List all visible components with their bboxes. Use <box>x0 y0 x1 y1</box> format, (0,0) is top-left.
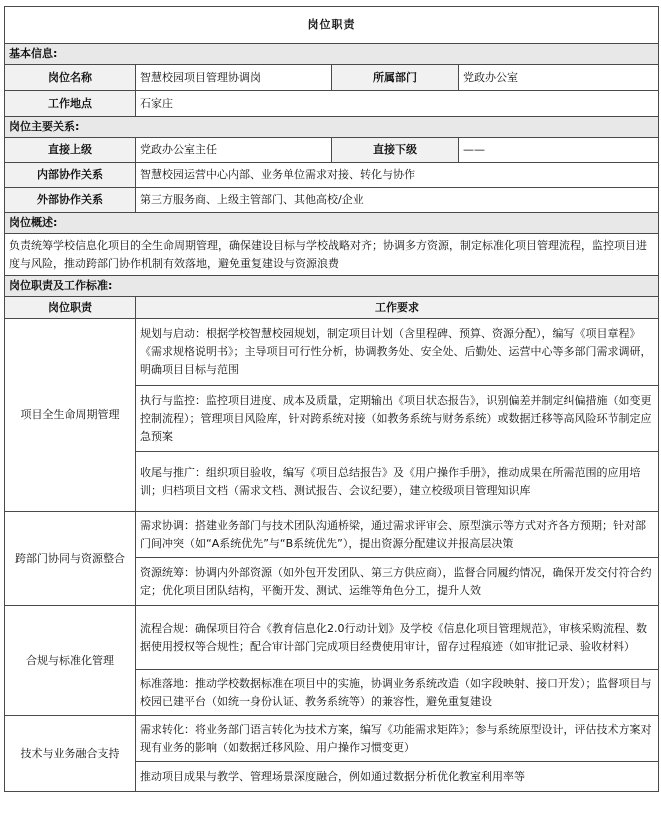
internal-collab-value: 智慧校园运营中心内部、业务单位需求对接、转化与协作 <box>136 163 659 188</box>
duties-col-header-resp: 岗位职责 <box>5 297 136 319</box>
duty-requirement: 收尾与推广：组织项目验收，编写《项目总结报告》及《用户操作手册》，推动成果在所需范围的应用培训；归档项目文档（需求文档、测试报告、会议纪要），建立校级项目管理知识库 <box>136 452 659 512</box>
duty-requirement: 资源统筹：协调内外部资源（如外包开发团队、第三方供应商），监督合同履约情况，确保开发交付符合约定；优化项目团队结构，平衡开发、测试、运维等角色分工，提升人效 <box>136 558 659 606</box>
superior-value: 党政办公室主任 <box>136 138 332 163</box>
external-collab-value: 第三方服务商、上级主管部门、其他高校/企业 <box>136 188 659 213</box>
overview-text: 负责统筹学校信息化项目的全生命周期管理，确保建设目标与学校战略对齐；协调多方资源，制定标准化项目管理流程，监控项目进度与风险，推动跨部门协作机制有效落地，避免重复建设与资源浪费 <box>5 234 659 276</box>
duty-requirement: 需求转化：将业务部门语言转化为技术方案，编写《功能需求矩阵》；参与系统原型设计，评估技术方案对现有业务的影响（如数据迁移风险、用户操作习惯变更） <box>136 716 659 762</box>
subordinate-value: —— <box>459 138 659 163</box>
duty-requirement: 流程合规：确保项目符合《教育信息化2.0行动计划》及学校《信息化项目管理规范》，审核采购流程、数据使用授权等合规性；配合审计部门完成项目经费使用审计，留存过程痕迹（如审批记录、验收材料） <box>136 606 659 670</box>
section-duties: 岗位职责及工作标准: <box>5 276 659 297</box>
duty-requirement: 标准落地：推动学校数据标准在项目中的实施，协调业务系统改造（如字段映射、接口开发）；监督项目与校园已建平台（如统一身份认证、教务系统等）的兼容性，避免重复建设 <box>136 670 659 716</box>
section-relations: 岗位主要关系: <box>5 117 659 138</box>
duty-group-name: 项目全生命周期管理 <box>5 319 136 512</box>
location-label: 工作地点 <box>5 91 136 117</box>
duty-requirement: 需求协调：搭建业务部门与技术团队沟通桥梁，通过需求评审会、原型演示等方式对齐各方预期；针对部门间冲突（如“A系统优先”与“B系统优先”），提出资源分配建议并报高层决策 <box>136 512 659 558</box>
duty-requirement: 规划与启动：根据学校智慧校园规划，制定项目计划（含里程碑、预算、资源分配），编写《项目章程》《需求规格说明书》；主导项目可行性分析，协调教务处、安全处、后勤处、运营中心等多部门需求调研，明确项目目标与范围 <box>136 319 659 386</box>
position-name-label: 岗位名称 <box>5 65 136 91</box>
job-description-table <box>4 6 659 792</box>
department-label: 所属部门 <box>332 65 459 91</box>
subordinate-label: 直接下级 <box>332 138 459 163</box>
section-overview: 岗位概述: <box>5 213 659 234</box>
section-basic-info: 基本信息: <box>5 44 659 65</box>
page-title: 岗位职责 <box>5 7 659 44</box>
duties-col-header-req: 工作要求 <box>136 297 659 319</box>
position-name-value: 智慧校园项目管理协调岗 <box>136 65 332 91</box>
location-value: 石家庄 <box>136 91 659 117</box>
internal-collab-label: 内部协作关系 <box>5 163 136 188</box>
duty-group-name: 技术与业务融合支持 <box>5 716 136 792</box>
duty-group-name: 跨部门协同与资源整合 <box>5 512 136 606</box>
external-collab-label: 外部协作关系 <box>5 188 136 213</box>
duty-requirement: 推动项目成果与教学、管理场景深度融合，例如通过数据分析优化教室利用率等 <box>136 762 659 792</box>
duty-group-name: 合规与标准化管理 <box>5 606 136 716</box>
superior-label: 直接上级 <box>5 138 136 163</box>
duty-requirement: 执行与监控：监控项目进度、成本及质量，定期输出《项目状态报告》，识别偏差并制定纠偏措施（如变更控制流程）；管理项目风险库，针对跨系统对接（如教务系统与财务系统）或数据迁移等高风险环节制定应急预案 <box>136 386 659 452</box>
department-value: 党政办公室 <box>459 65 659 91</box>
